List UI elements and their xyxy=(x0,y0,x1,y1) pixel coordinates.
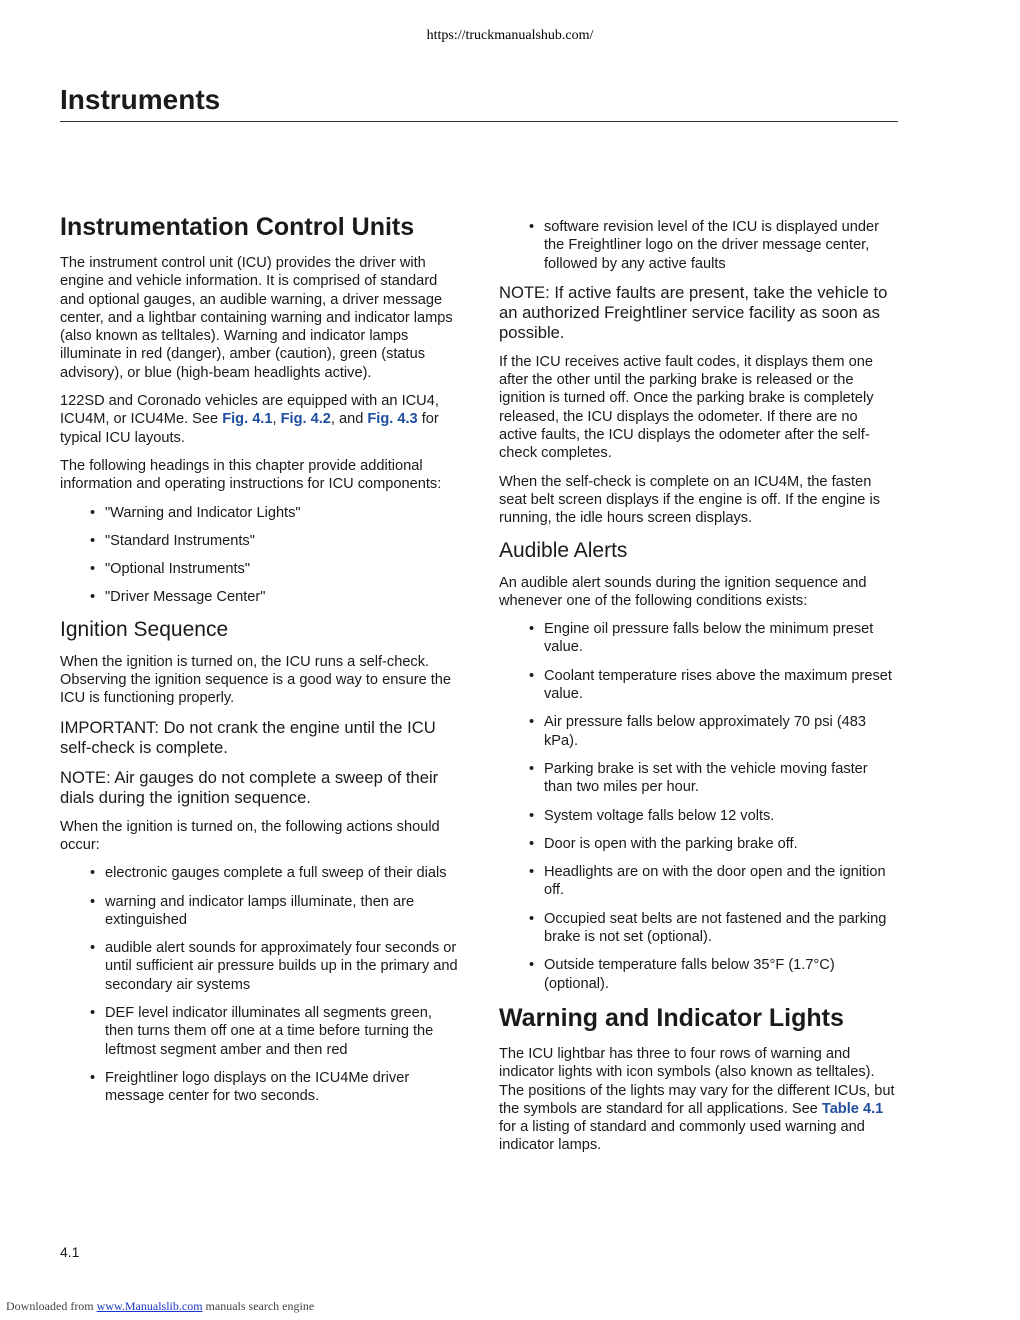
active-faults-note: NOTE: If active faults are present, take the vehicle to an authorized Freightliner service facility as soon as possible. xyxy=(499,282,888,342)
source-url: https://truckmanualshub.com/ xyxy=(426,28,594,43)
page-number: 4.1 xyxy=(60,1244,80,1260)
list-item: • DEF level indicator illuminates all segments green, then turns them off one at a time before turning the leftmost segment amber and then red xyxy=(105,1004,460,1059)
chapter-headings-list xyxy=(60,504,460,607)
left-column xyxy=(60,212,460,1116)
list-item: • System voltage falls below 12 volts. xyxy=(544,807,899,825)
list-item: • Occupied seat belts are not fastened and the parking brake is not set (optional). xyxy=(544,910,899,947)
vehicles-paragraph xyxy=(60,392,460,447)
list-item: • warning and indicator lamps illuminate, then are extinguished xyxy=(105,893,460,930)
list-item: • audible alert sounds for approximately four seconds or until sufficient air pressure builds up in the primary and secondary air systems xyxy=(105,939,460,994)
list-item: • Air pressure falls below approximately 70 psi (483 kPa). xyxy=(544,713,899,750)
ignition-paragraph: When the ignition is turned on, the ICU runs a self-check. Observing the ignition sequence is a good way to ensure the ICU is functioning properly. xyxy=(60,653,452,707)
list-item: • Outside temperature falls below 35°F (1.7°C) (optional). xyxy=(544,956,899,993)
list-item: • Parking brake is set with the vehicle moving faster than two miles per hour. xyxy=(544,760,899,797)
table-4-1-link[interactable]: Table 4.1 xyxy=(821,1100,884,1117)
intro-paragraph: The instrument control unit (ICU) provides the driver with engine and vehicle information. It is comprised of standard and optional gauges, an audible warning, a driver message center, and a lightbar containing warning and indicator lamps (also known as telltales). Warning and indicator lamps illuminate in red (danger), amber (caution), green (status advisory), or blue (high-beam headlights active). xyxy=(60,255,453,381)
lightbar-paragraph xyxy=(499,1045,899,1155)
audible-alerts-list xyxy=(499,620,899,993)
list-item: • Headlights are on with the door open and the ignition off. xyxy=(544,863,899,900)
vehicles-text-before: 122SD and Coronado vehicles are equipped with an ICU4, ICU4M, or ICU4Me. See xyxy=(60,393,439,428)
important-notice: IMPORTANT: Do not crank the engine until the ICU self-check is complete. xyxy=(60,717,436,757)
list-item: • Freightliner logo displays on the ICU4Me driver message center for two seconds. xyxy=(105,1069,460,1106)
list-item: • Door is open with the parking brake off. xyxy=(544,835,899,853)
list-item: • Engine oil pressure falls below the minimum preset value. xyxy=(544,620,899,657)
subsection-title-ignition-sequence: Ignition Sequence xyxy=(60,617,229,641)
chapter-title: Instruments xyxy=(60,84,221,115)
lightbar-text-after: for a listing of standard and commonly used warning and indicator lamps. xyxy=(499,1119,865,1154)
fig-4-3-link[interactable]: Fig. 4.3 xyxy=(367,411,418,428)
list-item: • "Optional Instruments" xyxy=(105,560,460,578)
ignition-actions-list xyxy=(60,864,460,1105)
audible-paragraph: An audible alert sounds during the ignition sequence and whenever one of the following conditions exists: xyxy=(499,574,867,609)
lightbar-text-before: The ICU lightbar has three to four rows of warning and indicator lights with icon symbols (also known as telltales). The positions of the lights may vary for the different ICUs, but the symbols are standard for all applications. See xyxy=(499,1045,895,1117)
list-item: • "Warning and Indicator Lights" xyxy=(105,504,460,522)
ignition-actions-list-continued xyxy=(499,218,899,273)
section-title-instrumentation-control-units: Instrumentation Control Units xyxy=(60,213,415,241)
list-item: • Coolant temperature rises above the maximum preset value. xyxy=(544,667,899,704)
fault-codes-paragraph: If the ICU receives active fault codes, it displays them one after the other until the parking brake is released or the ignition is turned off. Once the parking brake is completely released, the ICU displays the odometer. If there are no active faults, the ICU displays the odometer after the self-check completes. xyxy=(499,353,874,462)
list-item: • "Driver Message Center" xyxy=(105,588,460,606)
manualslib-link[interactable]: www.Manualslib.com xyxy=(96,1299,203,1313)
list-item: • "Standard Instruments" xyxy=(105,532,460,550)
chapter-divider xyxy=(60,121,898,122)
air-gauges-note: NOTE: Air gauges do not complete a sweep of their dials during the ignition sequence. xyxy=(60,767,439,807)
download-footer xyxy=(6,1299,314,1314)
actions-paragraph: When the ignition is turned on, the following actions should occur: xyxy=(60,818,440,853)
headings-paragraph: The following headings in this chapter provide additional information and operating instructions for ICU components: xyxy=(60,457,442,493)
vehicles-sep-1: , xyxy=(272,411,281,428)
list-item: • electronic gauges complete a full sweep of their dials xyxy=(105,864,460,882)
fig-4-2-link[interactable]: Fig. 4.2 xyxy=(280,411,331,428)
vehicles-sep-2: , and xyxy=(330,411,368,428)
right-column xyxy=(499,218,899,1165)
list-item: • software revision level of the ICU is displayed under the Freightliner logo on the driver message center, followed by any active faults xyxy=(544,218,899,273)
self-check-paragraph: When the self-check is complete on an ICU4M, the fasten seat belt screen displays if the engine is off. If the engine is running, the idle hours screen displays. xyxy=(499,473,881,527)
section-title-warning-indicator-lights: Warning and Indicator Lights xyxy=(499,1003,844,1032)
fig-4-1-link[interactable]: Fig. 4.1 xyxy=(222,411,273,428)
subsection-title-audible-alerts: Audible Alerts xyxy=(499,538,628,562)
download-suffix: manuals search engine xyxy=(202,1299,315,1313)
vehicles-text-after: for typical ICU layouts. xyxy=(60,411,439,446)
download-prefix: Downloaded from xyxy=(6,1299,97,1313)
